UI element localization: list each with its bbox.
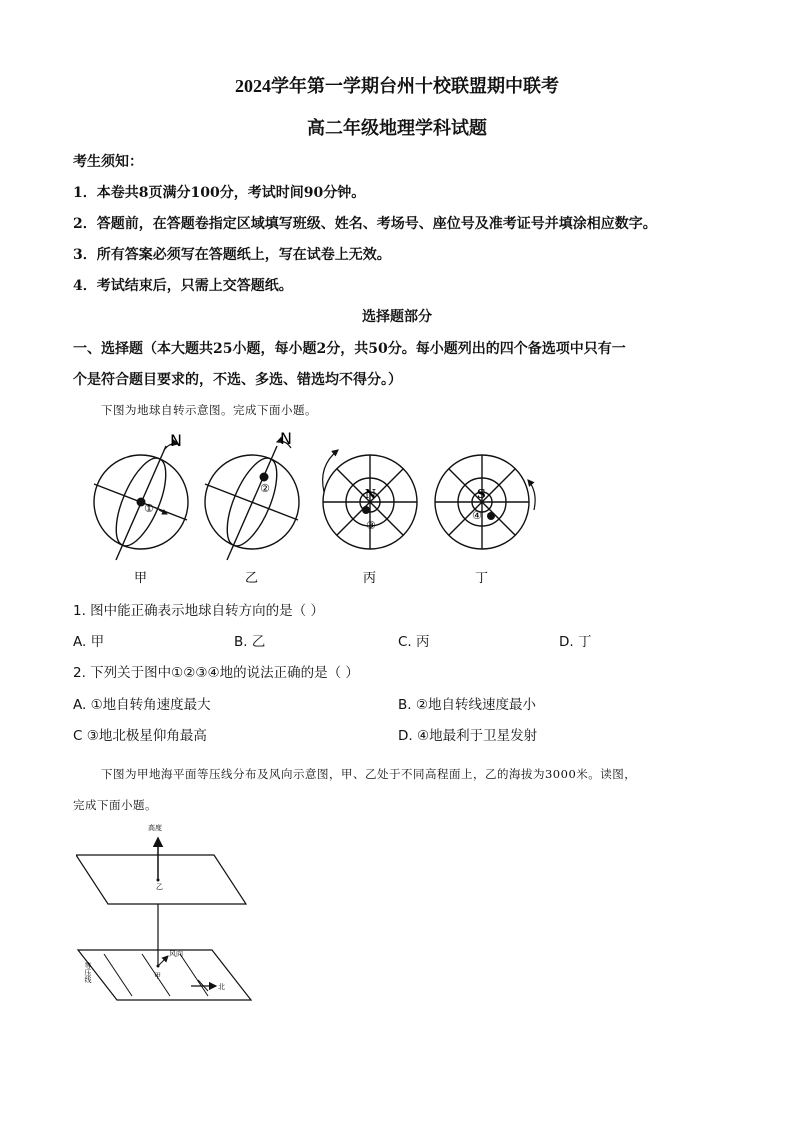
- jia-label: 甲: [154, 972, 161, 980]
- notice-item-2: 2．答题前，在答题卷指定区域填写班级、姓名、考场号、座位号及准考证号并填涂相应数字。: [73, 216, 657, 232]
- question-1-option-b: B. 乙: [234, 634, 266, 650]
- exam-subtitle: 高二年级地理学科试题: [307, 118, 487, 138]
- section-instruction-1: 一、选择题（本大题共25小题，每小题2分，共50分。每小题列出的四个备选项中只有一: [73, 341, 626, 357]
- notice-item-3: 3．所有答案必须写在答题纸上，写在试卷上无效。: [73, 247, 391, 263]
- wind-label: 风向: [169, 950, 183, 958]
- question-1-option-d: D. 丁: [559, 634, 592, 650]
- height-label: 高度: [148, 824, 162, 832]
- point-3-label: ③: [366, 519, 376, 532]
- globe-ding: [435, 455, 529, 549]
- point-bing: [362, 506, 370, 514]
- group1-intro: 下图为地球自转示意图。完成下面小题。: [101, 403, 317, 417]
- point-ding: [487, 512, 495, 520]
- point-1-label: ①: [144, 502, 154, 515]
- wind-arrow: [158, 956, 168, 966]
- lower-plane: [78, 950, 251, 1000]
- notice-item-4: 4．考试结束后，只需上交答题纸。: [73, 278, 293, 294]
- north-pole-label: N: [365, 487, 376, 501]
- north-label: 北: [218, 983, 225, 991]
- section-heading: 选择题部分: [362, 309, 432, 325]
- question-2-stem: 2. 下列关于图中①②③④地的说法正确的是（ ）: [73, 665, 359, 681]
- question-1-option-c: C. 丙: [398, 634, 430, 650]
- earth-rotation-figure: [84, 422, 564, 590]
- exam-title: 2024学年第一学期台州十校联盟期中联考: [235, 76, 559, 96]
- point-yi: [260, 473, 269, 482]
- figure-label-jia: 甲: [134, 571, 148, 586]
- isobar-label: 等压线: [84, 962, 92, 983]
- notice-heading: 考生须知：: [73, 154, 143, 170]
- yi-label: 乙: [156, 883, 163, 891]
- globe-bing: [323, 455, 417, 549]
- figure-label-bing: 丙: [363, 571, 377, 586]
- globe-yi: [205, 446, 299, 560]
- north-label-jia: N: [170, 431, 182, 450]
- question-1-option-a: A. 甲: [73, 634, 105, 650]
- point-4-label: ④: [472, 509, 482, 522]
- question-1-stem: 1. 图中能正确表示地球自转方向的是（ ）: [73, 603, 324, 619]
- point-2-label: ②: [260, 482, 270, 495]
- figure-label-yi: 乙: [245, 571, 259, 586]
- group2-intro-line1: 下图为甲地海平面等压线分布及风向示意图，甲、乙处于不同高程面上，乙的海拔为3000米。读图，: [101, 767, 637, 781]
- question-2-option-c: C ③地北极星仰角最高: [73, 728, 207, 744]
- group2-intro-line2: 完成下面小题。: [73, 798, 157, 812]
- question-2-option-b: B. ②地自转线速度最小: [398, 697, 536, 713]
- south-pole-label: S: [477, 487, 486, 501]
- notice-item-1: 1．本卷共8页满分100分，考试时间90分钟。: [73, 185, 366, 201]
- section-instruction-2: 个是符合题目要求的，不选、多选、错选均不得分。）: [73, 372, 402, 388]
- isobar-figure: [76, 818, 256, 1004]
- question-2-option-d: D. ④地最利于卫星发射: [398, 728, 538, 744]
- upper-plane: [76, 855, 246, 904]
- question-2-option-a: A. ①地自转角速度最大: [73, 697, 211, 713]
- north-label-yi: N: [280, 429, 292, 448]
- figure-label-ding: 丁: [475, 571, 489, 586]
